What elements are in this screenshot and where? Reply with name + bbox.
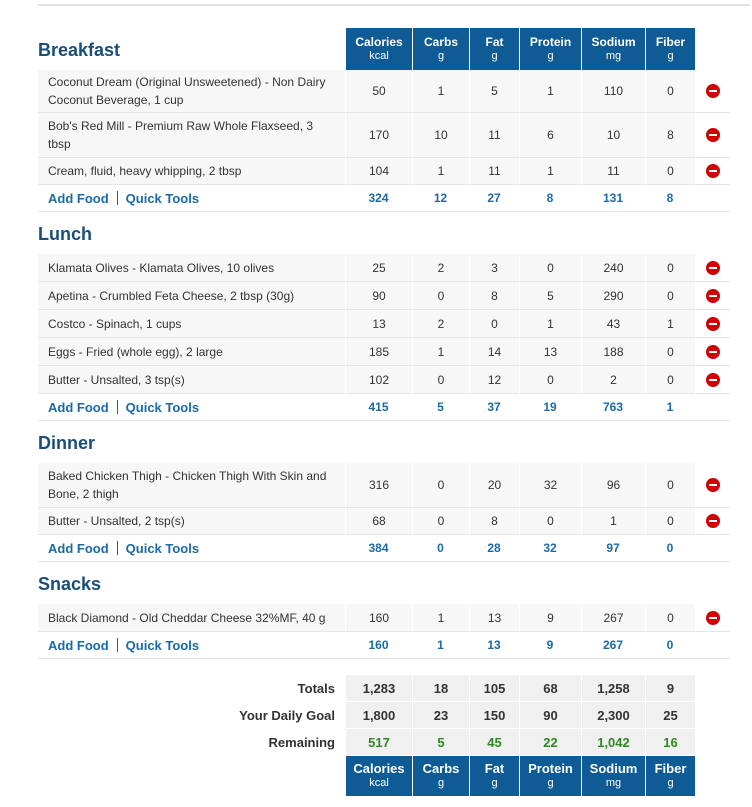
food-name[interactable]: Bob's Red Mill - Premium Raw Whole Flaxseed, 3 tbsp: [38, 113, 345, 158]
footer-col-fat: [469, 756, 519, 796]
food-name[interactable]: Butter - Unsalted, 3 tsp(s): [38, 366, 345, 394]
meal-total-fiber: 0: [645, 632, 695, 659]
food-calories: 90: [345, 282, 412, 310]
summary-goal-sodium: 2,300: [581, 702, 645, 729]
meal-total-fat: 13: [469, 632, 519, 659]
meal-total-calories: 384: [345, 535, 412, 562]
remove-circle-icon[interactable]: [706, 317, 720, 331]
column-name: Protein: [529, 35, 572, 49]
summary-totals-label: Totals: [297, 681, 335, 696]
breakfast-quick-tools-link[interactable]: Quick Tools: [125, 190, 200, 206]
remove-circle-icon[interactable]: [706, 611, 720, 625]
delete-cell: [695, 366, 730, 394]
column-unit: mg: [605, 50, 622, 62]
meal-total-calories: 324: [345, 185, 412, 212]
meal-total-protein: 19: [519, 394, 581, 421]
snacks-add-food-link[interactable]: Add Food: [48, 637, 109, 653]
food-fat: 3: [469, 254, 519, 282]
lunch-title: Lunch: [38, 223, 92, 244]
snacks-title: Snacks: [38, 573, 102, 594]
food-sodium: 290: [581, 282, 645, 310]
column-name: Calories: [353, 761, 405, 776]
snacks-quick-tools-link[interactable]: Quick Tools: [125, 637, 200, 653]
meal-total-fat: 37: [469, 394, 519, 421]
food-carbs: 1: [412, 338, 469, 366]
meal-total-protein: 32: [519, 535, 581, 562]
delete-cell: [695, 282, 730, 310]
column-unit: g: [491, 50, 498, 62]
column-unit: g: [491, 777, 498, 789]
food-calories: 68: [345, 508, 412, 535]
food-name[interactable]: Black Diamond - Old Cheddar Cheese 32%MF, 40 g: [38, 604, 345, 632]
food-name[interactable]: Coconut Dream (Original Unsweetened) - Non Dairy Coconut Beverage, 1 cup: [38, 70, 345, 113]
dinner-quick-tools-link[interactable]: Quick Tools: [125, 540, 200, 556]
food-sodium: 11: [581, 158, 645, 185]
remove-circle-icon[interactable]: [706, 514, 720, 528]
footer-blank: [38, 756, 345, 796]
column-name: Fat: [484, 761, 505, 776]
food-protein: 13: [519, 338, 581, 366]
food-carbs: 0: [412, 282, 469, 310]
food-fat: 8: [469, 282, 519, 310]
dinner-header-blank: [345, 421, 730, 463]
meal-total-sodium: 97: [581, 535, 645, 562]
column-unit: g: [437, 777, 445, 789]
food-protein: 1: [519, 158, 581, 185]
lunch-totals-row: [38, 394, 730, 421]
summary-goal-calories: 1,800: [345, 702, 412, 729]
link-separator: [117, 191, 118, 205]
food-protein: 32: [519, 463, 581, 508]
summary-remaining-calories: 517: [345, 729, 412, 756]
column-name: Protein: [528, 761, 573, 776]
snacks-header: [38, 562, 730, 604]
remove-circle-icon[interactable]: [706, 261, 720, 275]
column-unit: g: [547, 50, 554, 62]
delete-cell: [695, 70, 730, 113]
breakfast-title: Breakfast: [38, 39, 121, 60]
food-sodium: 43: [581, 310, 645, 338]
food-fat: 8: [469, 508, 519, 535]
food-carbs: 0: [412, 366, 469, 394]
summary-blank: [695, 729, 730, 756]
summary-remaining-label: Remaining: [268, 735, 335, 750]
food-fiber: 1: [645, 310, 695, 338]
food-name[interactable]: Baked Chicken Thigh - Chicken Thigh With Skin and Bone, 2 thigh: [38, 463, 345, 508]
summary-goal-label: Your Daily Goal: [239, 708, 335, 723]
food-row: [38, 338, 730, 366]
lunch-header: [38, 212, 730, 254]
food-diary: [38, 28, 730, 796]
food-sodium: 110: [581, 70, 645, 113]
food-fat: 11: [469, 158, 519, 185]
remove-circle-icon[interactable]: [706, 128, 720, 142]
header-col-calories: [345, 28, 412, 70]
totals-blank: [695, 394, 730, 421]
food-sodium: 1: [581, 508, 645, 535]
food-sodium: 267: [581, 604, 645, 632]
meal-total-fat: 28: [469, 535, 519, 562]
food-row: [38, 70, 730, 113]
footer-col-carbs: [412, 756, 469, 796]
meal-total-protein: 9: [519, 632, 581, 659]
summary-goal-row: [38, 702, 730, 729]
totals-blank: [695, 185, 730, 212]
top-divider: [38, 4, 750, 6]
summary-totals-carbs: 18: [412, 675, 469, 702]
food-protein: 1: [519, 310, 581, 338]
snacks-header-blank: [345, 562, 730, 604]
delete-cell: [695, 338, 730, 366]
summary-totals-calories: 1,283: [345, 675, 412, 702]
food-protein: 0: [519, 508, 581, 535]
food-name[interactable]: Klamata Olives - Klamata Olives, 10 olives: [38, 254, 345, 282]
food-protein: 0: [519, 254, 581, 282]
breakfast-title-cell: [38, 28, 345, 70]
column-unit: kcal: [369, 50, 389, 62]
column-unit: g: [547, 777, 554, 789]
column-name: Fiber: [654, 761, 687, 776]
header-col-fat: [469, 28, 519, 70]
meal-total-carbs: 0: [412, 535, 469, 562]
food-row: [38, 310, 730, 338]
meal-total-carbs: 12: [412, 185, 469, 212]
column-name: Carbs: [422, 761, 460, 776]
dinner-title-cell: [38, 421, 345, 463]
summary-totals-sodium: 1,258: [581, 675, 645, 702]
food-fiber: 0: [645, 508, 695, 535]
food-fat: 5: [469, 70, 519, 113]
header-blank: [695, 28, 730, 70]
food-row: [38, 158, 730, 185]
food-fiber: 0: [645, 338, 695, 366]
meal-table: [38, 28, 730, 659]
food-calories: 170: [345, 113, 412, 158]
food-sodium: 10: [581, 113, 645, 158]
breakfast-totals-row: [38, 185, 730, 212]
summary-totals-fiber: 9: [645, 675, 695, 702]
food-protein: 5: [519, 282, 581, 310]
totals-blank: [695, 632, 730, 659]
lunch-header-blank: [345, 212, 730, 254]
food-fiber: 0: [645, 158, 695, 185]
header-col-sodium: [581, 28, 645, 70]
food-sodium: 240: [581, 254, 645, 282]
food-carbs: 1: [412, 604, 469, 632]
food-name[interactable]: Cream, fluid, heavy whipping, 2 tbsp: [38, 158, 345, 185]
delete-cell: [695, 113, 730, 158]
delete-cell: [695, 604, 730, 632]
food-protein: 1: [519, 70, 581, 113]
summary-remaining-fiber: 16: [645, 729, 695, 756]
summary-goal-fat: 150: [469, 702, 519, 729]
lunch-add-food-link[interactable]: Add Food: [48, 399, 109, 415]
food-carbs: 10: [412, 113, 469, 158]
food-calories: 185: [345, 338, 412, 366]
food-fat: 14: [469, 338, 519, 366]
food-sodium: 96: [581, 463, 645, 508]
summary-goal-carbs: 23: [412, 702, 469, 729]
footer-col-calories: [345, 756, 412, 796]
food-protein: 0: [519, 366, 581, 394]
food-calories: 50: [345, 70, 412, 113]
food-name[interactable]: Costco - Spinach, 1 cups: [38, 310, 345, 338]
food-protein: 6: [519, 113, 581, 158]
meal-total-fiber: 0: [645, 535, 695, 562]
food-name[interactable]: Butter - Unsalted, 2 tsp(s): [38, 508, 345, 535]
food-calories: 102: [345, 366, 412, 394]
column-name: Sodium: [591, 35, 636, 49]
meal-links: [38, 632, 345, 659]
summary-remaining-row: [38, 729, 730, 756]
column-name: Sodium: [589, 761, 638, 776]
food-name[interactable]: Apetina - Crumbled Feta Cheese, 2 tbsp (30g): [38, 282, 345, 310]
meal-links: [38, 394, 345, 421]
food-row: [38, 604, 730, 632]
header-col-protein: [519, 28, 581, 70]
food-name[interactable]: Eggs - Fried (whole egg), 2 large: [38, 338, 345, 366]
dinner-add-food-link[interactable]: Add Food: [48, 540, 109, 556]
food-row: [38, 113, 730, 158]
remove-circle-icon[interactable]: [706, 478, 720, 492]
food-carbs: 2: [412, 310, 469, 338]
meal-total-fat: 27: [469, 185, 519, 212]
link-separator: [117, 541, 118, 555]
meal-total-sodium: 131: [581, 185, 645, 212]
dinner-title: Dinner: [38, 432, 96, 453]
column-name: Carbs: [423, 35, 458, 49]
column-unit: kcal: [369, 777, 389, 789]
food-fiber: 8: [645, 113, 695, 158]
remove-circle-icon[interactable]: [706, 289, 720, 303]
food-calories: 13: [345, 310, 412, 338]
meal-total-protein: 8: [519, 185, 581, 212]
lunch-quick-tools-link[interactable]: Quick Tools: [125, 399, 200, 415]
column-name: Calories: [355, 35, 403, 49]
food-calories: 160: [345, 604, 412, 632]
food-fiber: 0: [645, 254, 695, 282]
meal-total-fiber: 8: [645, 185, 695, 212]
column-unit: mg: [605, 777, 622, 789]
meal-total-sodium: 763: [581, 394, 645, 421]
meal-total-calories: 415: [345, 394, 412, 421]
summary-remaining-carbs: 5: [412, 729, 469, 756]
remove-circle-icon[interactable]: [706, 164, 720, 178]
meal-links: [38, 185, 345, 212]
food-fat: 13: [469, 604, 519, 632]
delete-cell: [695, 254, 730, 282]
snacks-title-cell: [38, 562, 345, 604]
summary-goal-protein: 90: [519, 702, 581, 729]
summary-remaining-protein: 22: [519, 729, 581, 756]
column-name: Fat: [485, 35, 504, 49]
dinner-totals-row: [38, 535, 730, 562]
footer-col-protein: [519, 756, 581, 796]
food-fat: 20: [469, 463, 519, 508]
summary-blank: [695, 702, 730, 729]
food-fiber: 0: [645, 463, 695, 508]
meal-total-carbs: 5: [412, 394, 469, 421]
food-calories: 25: [345, 254, 412, 282]
food-carbs: 0: [412, 463, 469, 508]
delete-cell: [695, 158, 730, 185]
summary-remaining-fat: 45: [469, 729, 519, 756]
summary-blank: [695, 675, 730, 702]
summary-totals-row: [38, 675, 730, 702]
footer-header-row: [38, 756, 730, 796]
header-col-carbs: [412, 28, 469, 70]
link-separator: [117, 638, 118, 652]
food-fiber: 0: [645, 70, 695, 113]
lunch-title-cell: [38, 212, 345, 254]
header-col-fiber: [645, 28, 695, 70]
column-unit: g: [667, 50, 674, 62]
meal-total-carbs: 1: [412, 632, 469, 659]
food-fat: 0: [469, 310, 519, 338]
remove-circle-icon[interactable]: [706, 84, 720, 98]
meal-links: [38, 535, 345, 562]
food-calories: 104: [345, 158, 412, 185]
meal-total-sodium: 267: [581, 632, 645, 659]
remove-circle-icon[interactable]: [706, 373, 720, 387]
breakfast-add-food-link[interactable]: Add Food: [48, 190, 109, 206]
food-fiber: 0: [645, 282, 695, 310]
column-unit: g: [667, 777, 674, 789]
food-fat: 12: [469, 366, 519, 394]
breakfast-header: [38, 28, 730, 70]
food-protein: 9: [519, 604, 581, 632]
food-fiber: 0: [645, 604, 695, 632]
footer-col-sodium: [581, 756, 645, 796]
snacks-totals-row: [38, 632, 730, 659]
dinner-header: [38, 421, 730, 463]
food-carbs: 1: [412, 70, 469, 113]
food-sodium: 188: [581, 338, 645, 366]
food-carbs: 1: [412, 158, 469, 185]
food-row: [38, 508, 730, 535]
link-separator: [117, 400, 118, 414]
summary-totals-protein: 68: [519, 675, 581, 702]
totals-blank: [695, 535, 730, 562]
food-fiber: 0: [645, 366, 695, 394]
food-fat: 11: [469, 113, 519, 158]
delete-cell: [695, 310, 730, 338]
food-sodium: 2: [581, 366, 645, 394]
food-row: [38, 282, 730, 310]
meal-total-calories: 160: [345, 632, 412, 659]
daily-summary: [38, 675, 730, 796]
food-calories: 316: [345, 463, 412, 508]
footer-blank-end: [695, 756, 730, 796]
food-row: [38, 366, 730, 394]
food-row: [38, 254, 730, 282]
food-carbs: 0: [412, 508, 469, 535]
remove-circle-icon[interactable]: [706, 345, 720, 359]
delete-cell: [695, 463, 730, 508]
summary-remaining-sodium: 1,042: [581, 729, 645, 756]
food-row: [38, 463, 730, 508]
column-name: Fiber: [655, 35, 686, 49]
food-carbs: 2: [412, 254, 469, 282]
summary-totals-fat: 105: [469, 675, 519, 702]
column-unit: g: [437, 50, 445, 62]
summary-goal-fiber: 25: [645, 702, 695, 729]
meal-total-fiber: 1: [645, 394, 695, 421]
delete-cell: [695, 508, 730, 535]
footer-col-fiber: [645, 756, 695, 796]
